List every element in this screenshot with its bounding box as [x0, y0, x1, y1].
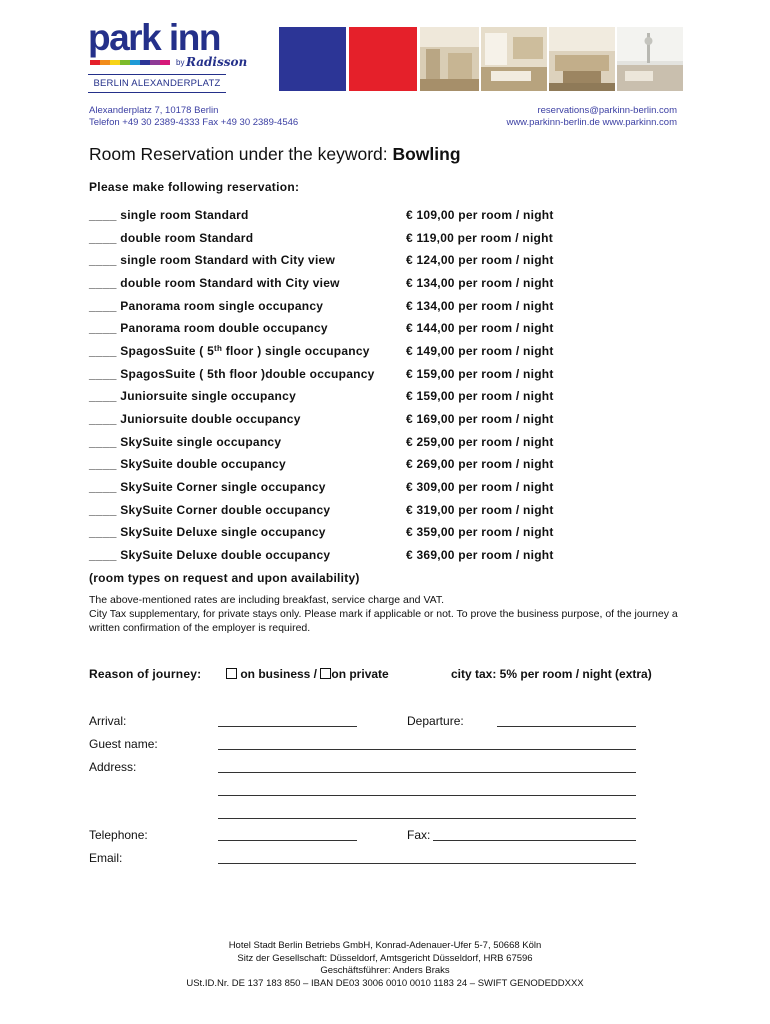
room-name-sup: th: [214, 344, 223, 353]
room-row: [89, 412, 559, 430]
room-name: ____ Panorama room double occupancy: [89, 321, 328, 335]
room-row: [89, 208, 559, 226]
room-row: [89, 276, 559, 294]
address-label: Address:: [89, 760, 137, 774]
room-price: € 124,00 per room / night: [406, 253, 554, 267]
business-option-label: on business /: [237, 667, 321, 681]
reservation-email: reservations@parkinn-berlin.com: [537, 105, 677, 116]
stripe: [160, 60, 170, 65]
departure-field[interactable]: [497, 726, 636, 727]
room-price: € 109,00 per room / night: [406, 208, 554, 222]
stripe: [150, 60, 160, 65]
room-row: [89, 344, 559, 362]
room-row: [89, 503, 559, 521]
room-price: € 134,00 per room / night: [406, 299, 554, 313]
room-price: € 149,00 per room / night: [406, 344, 554, 358]
footer-director: Geschäftsführer: Anders Braks: [320, 965, 450, 976]
room-name: ____ double room Standard with City view: [89, 276, 340, 290]
room-name-post: floor ) single occupancy: [222, 344, 370, 358]
private-option-label: on private: [331, 667, 389, 681]
stripe: [110, 60, 120, 65]
arrival-label: Arrival:: [89, 714, 127, 728]
room-name: ____ SpagosSuite ( 5th floor )double occupancy: [89, 367, 375, 381]
address-field-line-1[interactable]: [218, 772, 636, 773]
room-name-pre: ____ SpagosSuite ( 5: [89, 344, 215, 358]
footer-bank-details: USt.ID.Nr. DE 137 183 850 – IBAN DE03 3006 0010 0010 1183 24 – SWIFT GENODEDDXXX: [186, 977, 584, 989]
room-row: [89, 457, 559, 475]
stripe: [100, 60, 110, 65]
room-row: [89, 299, 559, 317]
room-price: € 259,00 per room / night: [406, 435, 554, 449]
fax-field[interactable]: [433, 840, 636, 841]
footer-company: Hotel Stadt Berlin Betriebs GmbH, Konrad-Adenauer-Ufer 5-7, 50668 Köln: [228, 940, 542, 951]
departure-label: Departure:: [407, 714, 464, 728]
room-name: ____ single room Standard with City view: [89, 253, 336, 267]
footer-registration: Sitz der Gesellschaft: Düsseldorf, Amtsgericht Düsseldorf, HRB 67596: [237, 952, 533, 964]
contact-address-block: [89, 105, 298, 129]
header-photo-suite: [549, 27, 615, 91]
email-field[interactable]: [218, 863, 636, 864]
room-price: € 169,00 per room / night: [406, 412, 554, 426]
room-row: [89, 321, 559, 339]
room-price: € 319,00 per room / night: [406, 503, 554, 517]
hotel-websites: www.parkinn-berlin.de www.parkinn.com: [506, 117, 677, 128]
reason-label: Reason of journey:: [89, 667, 202, 681]
hotel-phone-fax: Telefon +49 30 2389-4333 Fax +49 30 2389-4546: [89, 117, 299, 128]
address-field-line-2[interactable]: [218, 795, 636, 796]
room-row: [89, 548, 559, 566]
logo-rule-bottom: [88, 92, 226, 93]
room-row: [89, 389, 559, 407]
private-checkbox[interactable]: [320, 668, 331, 679]
room-price: € 159,00 per room / night: [406, 389, 554, 403]
room-name: ____ SkySuite single occupancy: [89, 435, 282, 449]
room-name: ____ double room Standard: [89, 231, 254, 245]
logo-color-stripes: [90, 60, 170, 65]
title-prefix: Room Reservation under the keyword:: [89, 144, 393, 164]
logo-wordmark: park inn: [88, 17, 220, 58]
header-photo-lobby: [420, 27, 479, 91]
header-photo-room: [481, 27, 547, 91]
room-name: ____ SkySuite Deluxe single occupancy: [89, 525, 326, 539]
room-row: [89, 480, 559, 498]
telephone-field[interactable]: [218, 840, 357, 841]
room-row: [89, 525, 559, 543]
room-price: € 159,00 per room / night: [406, 367, 554, 381]
availability-note: (room types on request and upon availability): [89, 571, 360, 585]
stripe: [120, 60, 130, 65]
room-name: ____ SkySuite Deluxe double occupancy: [89, 548, 331, 562]
footer: [0, 940, 770, 990]
room-name: ____ Juniorsuite double occupancy: [89, 412, 301, 426]
intro-text: Please make following reservation:: [89, 180, 300, 194]
hotel-address: Alexanderplatz 7, 10178 Berlin: [89, 105, 219, 116]
city-tax-note: City Tax supplementary, for private stays only. Please mark if applicable or not. To prove the business purpose, of the journey a written confirmation of the employer is required.: [89, 608, 678, 634]
arrival-field[interactable]: [218, 726, 357, 727]
stripe: [130, 60, 140, 65]
room-price: € 359,00 per room / night: [406, 525, 554, 539]
guest-name-label: Guest name:: [89, 737, 158, 751]
room-name: ____ SkySuite Corner double occupancy: [89, 503, 331, 517]
telephone-label: Telephone:: [89, 828, 148, 842]
room-price: € 134,00 per room / night: [406, 276, 554, 290]
page-title: [89, 144, 461, 165]
contact-online-block: [506, 105, 677, 129]
address-field-line-3[interactable]: [218, 818, 636, 819]
guest-name-field[interactable]: [218, 749, 636, 750]
logo-rule: [88, 74, 226, 75]
room-price: € 309,00 per room / night: [406, 480, 554, 494]
logo-radisson: Radisson: [186, 55, 248, 69]
stripe: [140, 60, 150, 65]
reason-options: [226, 667, 389, 681]
room-name: ____ SkySuite Corner single occupancy: [89, 480, 326, 494]
room-name: ____ Panorama room single occupancy: [89, 299, 324, 313]
room-name: ____ SkySuite double occupancy: [89, 457, 286, 471]
room-price: € 119,00 per room / night: [406, 231, 553, 245]
room-name: ____ Juniorsuite single occupancy: [89, 389, 296, 403]
logo-by: by: [176, 58, 185, 67]
business-checkbox[interactable]: [226, 668, 237, 679]
room-price: € 269,00 per room / night: [406, 457, 554, 471]
room-row: [89, 231, 559, 249]
logo-location: BERLIN ALEXANDERPLATZ: [93, 78, 221, 89]
email-label: Email:: [89, 851, 123, 865]
room-name: [89, 344, 370, 358]
room-row: [89, 253, 559, 271]
room-price: € 144,00 per room / night: [406, 321, 554, 335]
stripe: [90, 60, 100, 65]
room-row: [89, 367, 559, 385]
city-tax-info: city tax: 5% per room / night (extra): [451, 667, 652, 681]
park-inn-logo: [88, 17, 248, 96]
room-row: [89, 435, 559, 453]
header-blue-block: [279, 27, 346, 91]
header-photo-view: [617, 27, 683, 91]
fax-label: Fax:: [407, 828, 431, 842]
title-keyword: Bowling: [392, 144, 461, 164]
header-red-block: [349, 27, 417, 91]
room-price: € 369,00 per room / night: [406, 548, 554, 562]
rates-note: The above-mentioned rates are including breakfast, service charge and VAT.: [89, 594, 445, 606]
room-name: ____ single room Standard: [89, 208, 249, 222]
